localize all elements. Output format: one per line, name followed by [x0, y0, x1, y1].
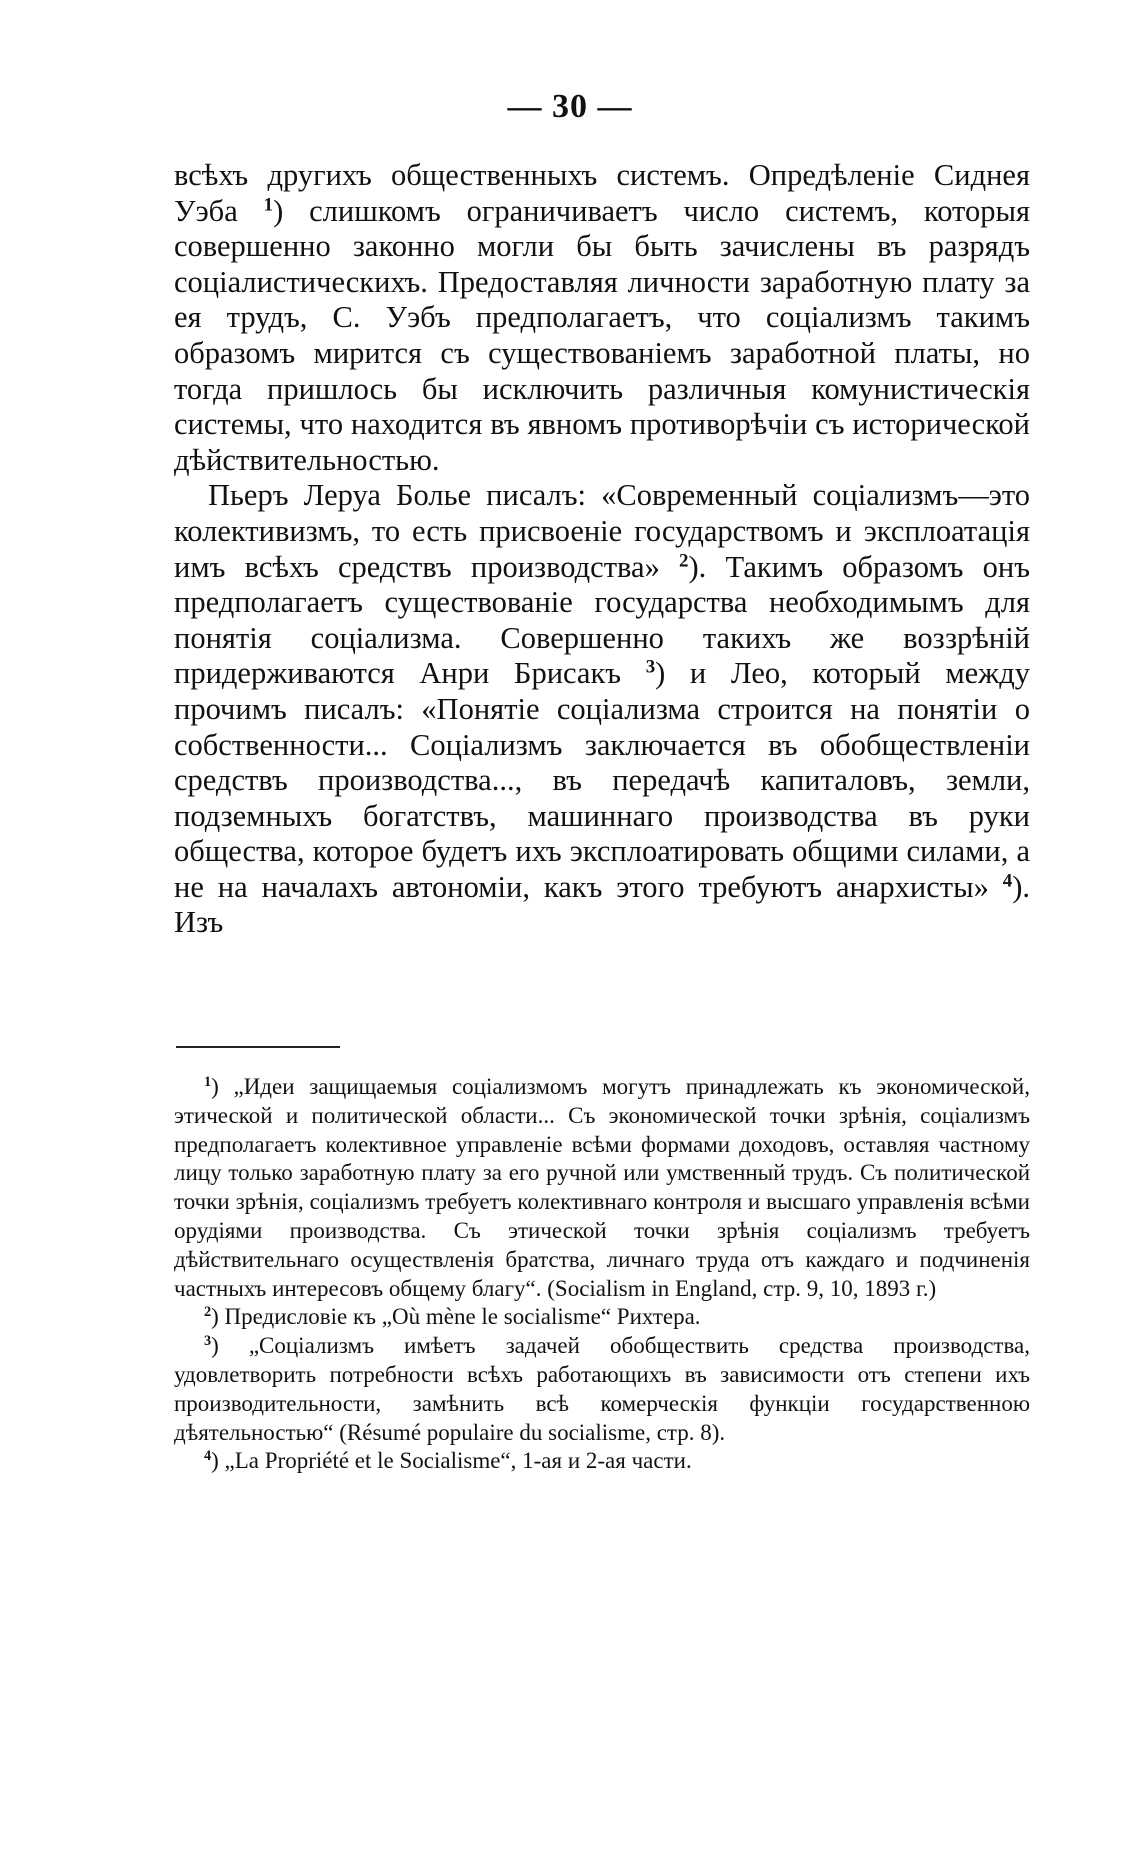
paragraph-2-text-d: ). Изъ: [174, 869, 1030, 940]
paragraph-1: [174, 158, 1030, 478]
footnote-1-mark: 1: [204, 1074, 212, 1091]
footnote-3-text: ) „Соціализмъ имѣетъ задачей обобществить средства производства, удовлетворить потребности всѣхъ работающихъ въ зависимости отъ степени ихъ производительности, замѣнить всѣ комерческія функціи государственною дѣятельностью“ (Résumé populaire du socialisme, стр. 8).: [174, 1333, 1030, 1445]
footnote-ref-4[interactable]: 4: [1002, 870, 1013, 892]
footnote-3: [174, 1332, 1030, 1447]
main-text: [174, 158, 1030, 941]
footnote-ref-1[interactable]: 1: [263, 194, 274, 216]
footnote-4-text: ) „La Propriété et le Socialisme“, 1-ая и 2-ая части.: [211, 1448, 692, 1474]
footnote-2: [174, 1303, 1030, 1332]
page-number: — 30 —: [507, 88, 633, 125]
footnote-ref-3[interactable]: 3: [645, 656, 656, 678]
paragraph-2-text-b: ). Такимъ образомъ онъ предполагаетъ существованіе государства необходимымъ для понятія соціализма. Совершенно такихъ же воззрѣній придерживаются Анри Брисакъ: [174, 549, 1030, 691]
paragraph-1-text-b: ) слишкомъ ограничиваетъ число системъ, которыя совершенно законно могли бы быть зачислены въ разрядъ соціалистическихъ. Предоставляя личности заработную плату за ея трудъ, С. Уэбъ предполагаетъ, что соціализмъ такимъ образомъ мирится съ существованіемъ заработной платы, но тогда пришлось бы исключить различныя комунистическія системы, что находится въ явномъ противорѣчіи съ исторической дѣйствительностью.: [174, 193, 1030, 477]
footnote-ref-2[interactable]: 2: [679, 550, 689, 572]
footnote-1: [174, 1073, 1030, 1303]
footnote-2-text: ) Предисловіе къ „Où mène le socialisme“ Рихтера.: [211, 1304, 701, 1330]
paragraph-1-text-a: всѣхъ другихъ общественныхъ системъ. Опредѣленіе Сиднея Уэба: [174, 158, 1030, 228]
footnote-4-mark: 4: [204, 1448, 212, 1465]
footnote-1-text: ) „Идеи защищаемыя соціализмомъ могутъ принадлежать къ экономической, этической и политической области... Съ экономической точки зрѣнія, соціализмъ предполагаетъ колективное управленіе всѣми формами доходовъ, оставляя частному лицу только заработную плату за его ручной или умственный трудъ. Съ политической точки зрѣнія, соціализмъ требуетъ колективнаго контроля и высшаго управленія всѣми орудіями производства. Съ этической точки зрѣнія соціализмъ требуетъ дѣйствительнаго осуществленія братства, личнаго труда отъ каждаго и подчиненія частныхъ интересовъ общему благу“. (Socialism in England, стр. 9, 10, 1893 г.): [174, 1074, 1030, 1301]
footnote-2-mark: 2: [204, 1304, 212, 1321]
paragraph-2-text-c: ) и Лео, который между прочимъ писалъ: «Понятіе соціализма строится на понятіи о собственности... Соціализмъ заключается въ обобществленіи средствъ производства..., въ передачѣ капиталовъ, земли, подземныхъ богатствъ, машиннаго производства въ руки общества, которое будетъ ихъ эксплоатировать общими силами, а не на началахъ автономіи, какъ этого требуютъ анархисты»: [174, 656, 1031, 904]
footnote-divider: [176, 1046, 340, 1048]
paragraph-2: [174, 478, 1030, 941]
footnotes: [174, 1073, 1030, 1476]
footnote-4: [174, 1447, 1030, 1476]
paragraph-2-text-a: Пьеръ Леруа Болье писалъ: «Современный соціализмъ—это колективизмъ, то есть присвоеніе государствомъ и эксплоатація имъ всѣхъ средствъ производства»: [174, 478, 1030, 584]
footnote-3-mark: 3: [204, 1333, 212, 1350]
